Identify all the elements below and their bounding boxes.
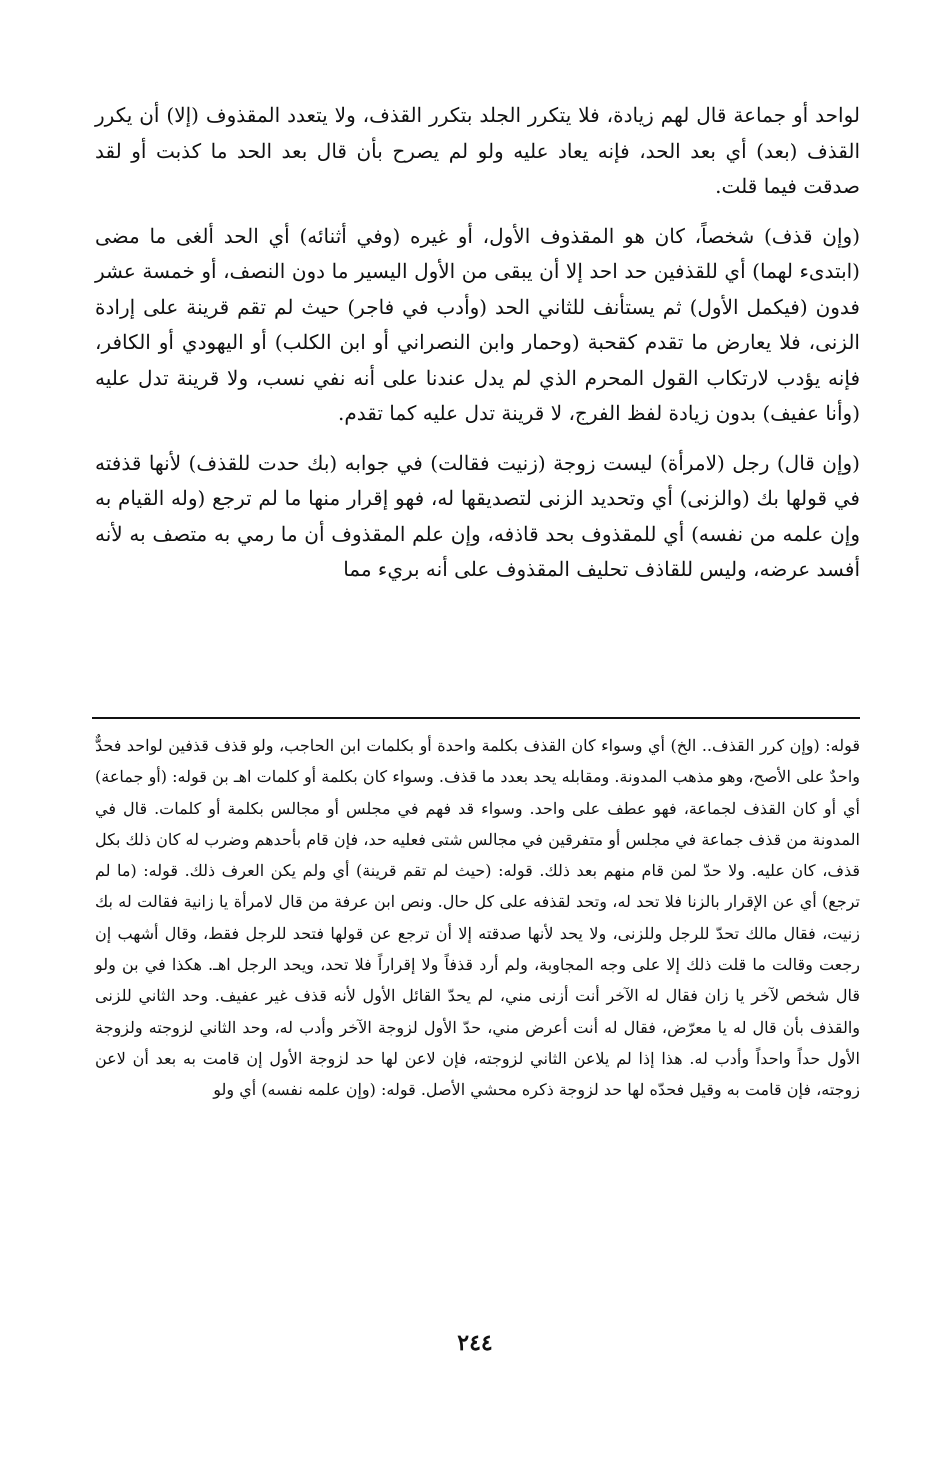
- footnote-divider: [92, 717, 860, 719]
- footnote-paragraph: قوله: (وإن كرر القذف.. الخ) أي وسواء كان القذف بكلمة واحدة أو بكلمات ابن الحاجب، ولو قذف قذفين لواحد فحدٌّ واحدٌ على الأصح، وهو مذهب المدونة. ومقابله يحد بعدد ما قذف. وسواء كان بكلمة أو كلمات اهـ بن قوله: (أو جماعة) أي أو كان القذف لجماعة، فهو عطف على واحد. وسواء قد فهم في مجلس أو مجالس بكلمة أو كلمات. قال في المدونة من قذف جماعة في مجلس أو متفرقين في مجالس شتى فعليه حد، فإن قام بأحدهم وضرب له كان ذلك بكل قذف، كان عليه. ولا حدّ لمن قام منهم بعد ذلك. قوله: (حيث لم تقم قرينة) أي ولم يكن العرف ذلك. قوله: (ما لم ترجع) أي عن الإقرار بالزنا فلا تحد له، وتحد لقذفه على كل حال. ونص ابن عرفة من قال لامرأة يا زانية فقالت له بك زنيت، فقال مالك تحدّ للرجل وللزنى، ولا يحد لأنها صدقته إلا أن ترجع عن قولها فتحد للرجل فقط، وقال أشهب إن رجعت وقالت ما قلت ذلك إلا على وجه المجاوبة، ولم أرد قذفاً ولا إقراراً فلا تحد، ويحد الرجل اهـ. هكذا في بن ولو قال شخص لآخر يا زان فقال له الآخر أنت أزنى مني، لم يحدّ القائل الأول لأنه قذف غير عفيف. وحد الثاني للزنى والقذف بأن قال له يا معرّض، فقال له أنت أعرض مني، حدّ الأول لزوجة الآخر وأدب له، وحد الثاني لزوجته ولزوجة الأول حداً واحداً وأدب له. هذا إذا لم يلاعن الثاني لزوجته، فإن لاعن لها حد لزوجة الأول إن قامت به بعد أن لاعن زوجته، فإن قامت به وقيل فحدّه لها حد لزوجة ذكره محشي الأصل. قوله: (وإن علمه نفسه) أي ولو: [95, 736, 861, 1100]
- main-paragraph-2: (وإن قذف) شخصاً، كان هو المقذوف الأول، أو غيره (وفي أثنائه) أي الحد ألغى ما مضى (ابتدىء لهما) أي للقذفين حد احد إلا أن يبقى من الأول اليسير ما دون النصف، أو خمسة عشر فدون (فيكمل الأول) ثم يستأنف للثاني الحد (وأدب في فاجر) حيث لم تقم قرينة على إرادة الزنى، فلا يعارض ما تقدم كقحبة (وحمار وابن النصراني أو ابن الكلب) أو اليهودي أو الكافر، فإنه يؤدب لارتكاب القول المحرم الذي لم يدل عندنا على أنه نفي نسب، ولا قرينة تدل عليه (وأنا عفيف) بدون زيادة لفظ الفرج، لا قرينة تدل عليه كما تقدم.: [95, 223, 860, 425]
- main-paragraph-3: (وإن قال) رجل (لامرأة) ليست زوجة (زنيت فقالت) في جوابه (بك حدت للقذف) لأنها قذفته في قولها بك (والزنى) أي وتحديد الزنى لتصديقها له، فهو إقرار منها ما لم ترجع (وله القيام به وإن علمه من نفسه) أي للمقذوف بحد قاذفه، وإن علم المقذوف أن ما رمي به متصف به لأنه أفسد عرضه، وليس للقاذف تحليف المقذوف على أنه بريء مما: [95, 450, 860, 581]
- main-paragraph-1: لواحد أو جماعة قال لهم زيادة، فلا يتكرر الجلد بتكرر القذف، ولا يتعدد المقذوف (إلا) أن يكرر القذف (بعد) أي بعد الحد، فإنه يعاد عليه ولو لم يصرح بأن قال بعد الحد ما كذبت أو لقد صدقت فيما قلت.: [95, 103, 860, 198]
- main-text-body: [95, 98, 860, 588]
- page-number: ٢٤٤: [457, 1330, 493, 1356]
- footnote-body: [95, 730, 860, 1106]
